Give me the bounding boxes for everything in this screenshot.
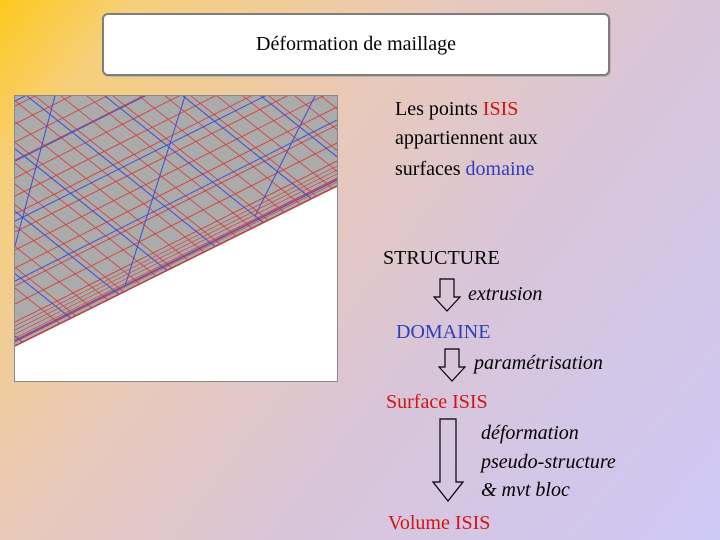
down-arrow-icon: [432, 418, 464, 502]
flow-step-volume-isis: Volume ISIS: [388, 512, 491, 534]
flow-op-deformation: déformation: [481, 422, 579, 444]
flow-op-parametrisation: paramétrisation: [474, 352, 603, 374]
mesh-deformation-image: [14, 95, 338, 382]
down-arrow-icon: [438, 348, 466, 382]
flow-step-domaine: DOMAINE: [396, 321, 491, 343]
note-line-1: [395, 95, 518, 123]
slide-title-box: [102, 13, 610, 76]
note-line-3: [395, 155, 534, 183]
domaine-highlight: domaine: [465, 158, 535, 180]
mesh-grid-graphic: [15, 96, 337, 381]
note-text: surfaces: [395, 158, 466, 180]
isis-highlight: ISIS: [482, 98, 519, 120]
flow-op-extrusion: extrusion: [468, 283, 543, 305]
note-line-2: appartiennent aux: [395, 127, 538, 149]
flow-op-pseudo-structure: pseudo-structure: [481, 451, 616, 473]
slide-title: Déformation de maillage: [256, 33, 456, 55]
flow-step-structure: STRUCTURE: [383, 247, 500, 269]
note-text: Les points: [395, 98, 483, 120]
flow-op-mvt-bloc: & mvt bloc: [481, 479, 570, 501]
flow-step-surface-isis: Surface ISIS: [386, 391, 488, 413]
down-arrow-icon: [433, 278, 461, 312]
